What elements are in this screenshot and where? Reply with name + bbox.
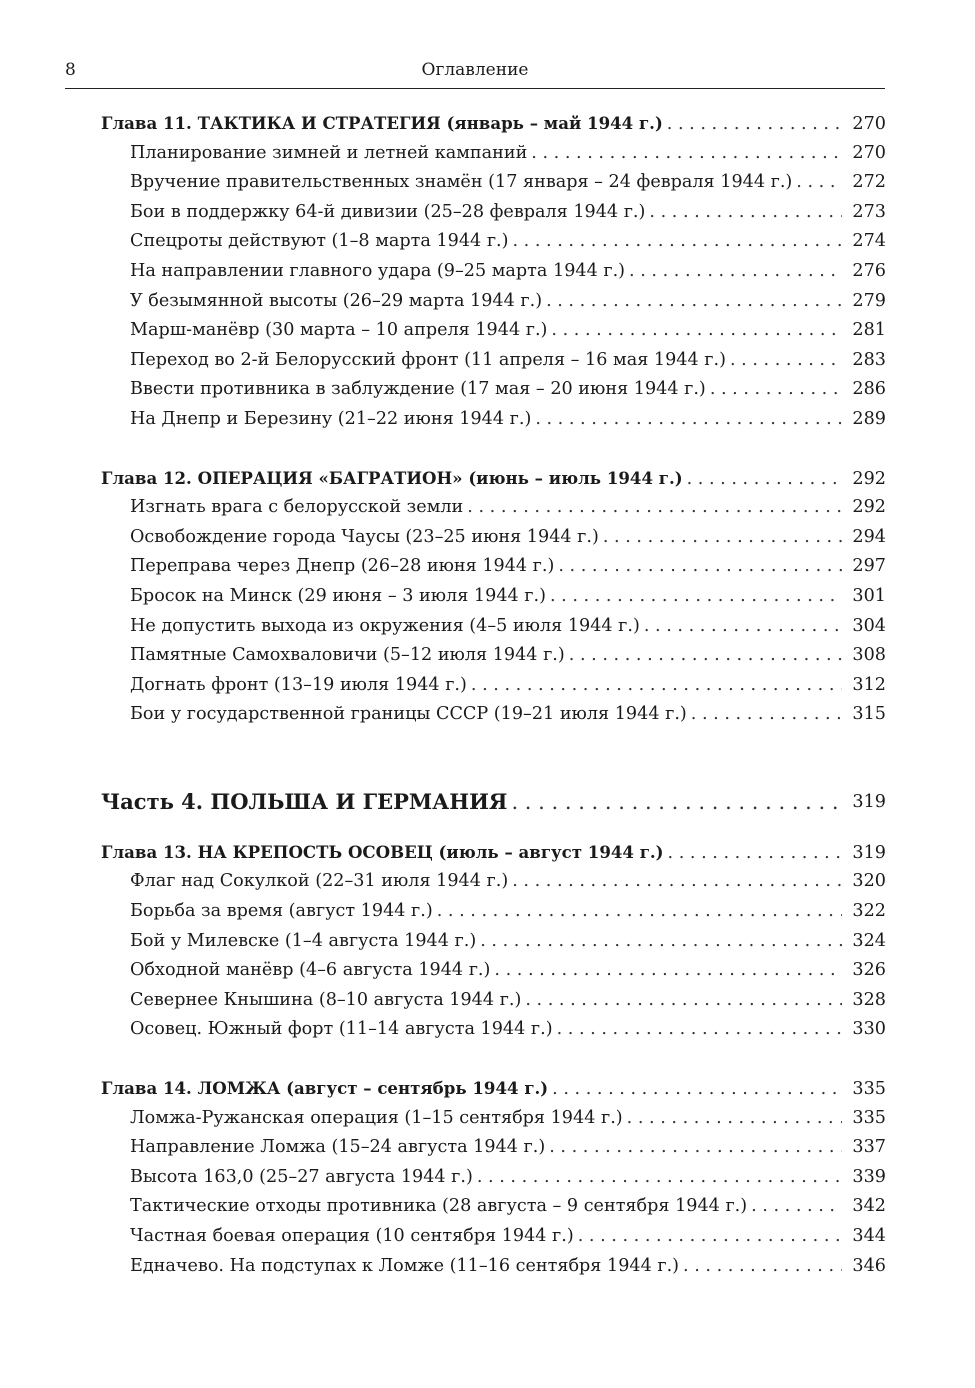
- toc-section[interactable]: [101, 871, 886, 901]
- dot-leader: [471, 675, 842, 695]
- dot-leader: [467, 497, 842, 517]
- toc-section[interactable]: [101, 1137, 886, 1167]
- page-ref: 273: [852, 201, 886, 222]
- page-ref: 276: [852, 260, 886, 281]
- dot-leader: [535, 409, 842, 429]
- toc-section[interactable]: [101, 556, 886, 586]
- toc-section[interactable]: [101, 931, 886, 961]
- toc-section[interactable]: [101, 990, 886, 1020]
- page-ref: 326: [852, 960, 886, 981]
- dot-leader: [644, 616, 842, 636]
- toc-chapter-12[interactable]: [101, 468, 886, 498]
- dot-leader: [691, 704, 842, 724]
- toc-chapter-14[interactable]: [101, 1078, 886, 1108]
- dot-leader: [546, 291, 842, 311]
- chapter-title: Глава 11. ТАКТИКА И СТРАТЕГИЯ (январь – май 1944 г.): [101, 113, 663, 133]
- dot-leader: [629, 261, 842, 281]
- toc-section[interactable]: [101, 704, 886, 734]
- page-ref: 330: [852, 1019, 886, 1040]
- toc-section[interactable]: [101, 172, 886, 202]
- toc-section[interactable]: [101, 1167, 886, 1197]
- page-ref: 319: [852, 842, 886, 863]
- dot-leader: [477, 1167, 842, 1187]
- page-ref: 322: [852, 901, 886, 922]
- section-title: Вручение правительственных знамён (17 января – 24 февраля 1944 г.): [130, 172, 793, 193]
- toc-section[interactable]: [101, 291, 886, 321]
- page-ref: 274: [852, 231, 886, 252]
- toc-section[interactable]: [101, 1108, 886, 1138]
- page-ref: 283: [852, 349, 886, 370]
- page-ref: 335: [852, 1079, 886, 1100]
- dot-leader: [751, 1196, 842, 1216]
- spacer: [101, 826, 886, 842]
- toc-section[interactable]: [101, 497, 886, 527]
- section-title: Бой у Милевске (1–4 августа 1944 г.): [130, 930, 477, 951]
- dot-leader: [649, 202, 842, 222]
- section-title: Догнать фронт (13–19 июля 1944 г.): [130, 674, 467, 695]
- toc-chapter-13[interactable]: [101, 842, 886, 872]
- toc-section[interactable]: [101, 320, 886, 350]
- page-ref: 328: [852, 989, 886, 1010]
- dot-leader: [687, 469, 842, 489]
- running-title: Оглавление: [421, 60, 529, 80]
- section-title: Частная боевая операция (10 сентября 1944 г.): [130, 1226, 574, 1246]
- dot-leader: [513, 231, 843, 251]
- section-title: Направление Ломжа (15–24 августа 1944 г.): [130, 1137, 546, 1158]
- page-ref: 315: [852, 704, 886, 725]
- section-title: Флаг над Сокулкой (22–31 июля 1944 г.): [130, 871, 509, 892]
- page-ref: 292: [852, 497, 886, 518]
- page-ref: 342: [852, 1196, 886, 1217]
- toc-section[interactable]: [101, 379, 886, 409]
- section-title: Бои в поддержку 64-й дивизии (25–28 февраля 1944 г.): [130, 201, 646, 222]
- chapter-title: Глава 13. НА КРЕПОСТЬ ОСОВЕЦ (июль – август 1944 г.): [101, 841, 664, 862]
- page-ref: 279: [852, 290, 886, 311]
- toc-section[interactable]: [101, 645, 886, 675]
- dot-leader: [550, 586, 842, 606]
- page-ref: 339: [852, 1166, 886, 1187]
- section-title: Спецроты действуют (1–8 марта 1944 г.): [130, 231, 509, 252]
- section-title: Высота 163,0 (25–27 августа 1944 г.): [130, 1166, 473, 1187]
- dot-leader: [569, 645, 842, 665]
- page-ref: 270: [852, 114, 886, 134]
- dot-leader: [710, 379, 842, 399]
- page-ref: 337: [852, 1137, 886, 1158]
- section-title: У безымянной высоты (26–29 марта 1944 г.): [130, 290, 543, 311]
- section-title: На направлении главного удара (9–25 марта 1944 г.): [130, 260, 626, 281]
- toc-section[interactable]: [101, 675, 886, 705]
- section-title: Памятные Самохваловичи (5–12 июля 1944 г.): [130, 645, 565, 666]
- section-title: Тактические отходы противника (28 августа – 9 сентября 1944 г.): [130, 1196, 748, 1217]
- page-ref: 304: [852, 615, 886, 636]
- section-title: Переход во 2-й Белорусский фронт (11 апреля – 16 мая 1944 г.): [130, 349, 726, 370]
- section-title: Марш-манёвр (30 марта – 10 апреля 1944 г.): [130, 320, 548, 341]
- toc-chapter-11[interactable]: [101, 113, 886, 143]
- section-title: Севернее Кнышина (8–10 августа 1944 г.): [130, 989, 522, 1010]
- toc-section[interactable]: [101, 350, 886, 380]
- toc-section[interactable]: [101, 960, 886, 990]
- dot-leader: [512, 871, 842, 891]
- section-title: Бросок на Минск (29 июня – 3 июля 1944 г.): [130, 585, 546, 606]
- toc-section[interactable]: [101, 409, 886, 439]
- dot-leader: [494, 960, 842, 980]
- page-ref: 297: [852, 556, 886, 577]
- page-ref: 312: [852, 674, 886, 695]
- page-ref: 281: [852, 320, 886, 341]
- toc-section[interactable]: [101, 143, 886, 173]
- dot-leader: [511, 790, 842, 814]
- dot-leader: [603, 527, 842, 547]
- toc-section[interactable]: [101, 616, 886, 646]
- spacer: [101, 439, 886, 468]
- dot-leader: [531, 143, 842, 163]
- spacer: [101, 734, 886, 778]
- dot-leader: [627, 1108, 842, 1128]
- toc-section[interactable]: [101, 901, 886, 931]
- table-of-contents: [101, 113, 886, 1285]
- part-title: Часть 4. ПОЛЬША И ГЕРМАНИЯ: [101, 789, 508, 815]
- section-title: Ввести противника в заблуждение (17 мая – 20 июня 1944 г.): [130, 379, 706, 400]
- section-title: На Днепр и Березину (21–22 июня 1944 г.): [130, 408, 532, 429]
- toc-section[interactable]: [101, 527, 886, 557]
- dot-leader: [525, 990, 842, 1010]
- toc-section[interactable]: [101, 1256, 886, 1286]
- section-title: Борьба за время (август 1944 г.): [130, 901, 433, 922]
- section-title: Переправа через Днепр (26–28 июня 1944 г.): [130, 556, 555, 577]
- dot-leader: [551, 320, 842, 340]
- page-ref: 294: [852, 526, 886, 547]
- toc-section[interactable]: [101, 202, 886, 232]
- page-number: 8: [65, 60, 76, 80]
- dot-leader: [437, 901, 842, 921]
- page-ref: 344: [852, 1226, 886, 1246]
- section-title: Едначево. На подступах к Ломже (11–16 сентября 1944 г.): [130, 1255, 680, 1276]
- dot-leader: [796, 172, 842, 192]
- chapter-title: Глава 14. ЛОМЖА (август – сентябрь 1944 г.): [101, 1078, 549, 1099]
- page-ref: 335: [852, 1107, 886, 1128]
- toc-section[interactable]: [101, 1196, 886, 1226]
- section-title: Изгнать врага с белорусской земли: [130, 497, 464, 518]
- toc-section[interactable]: [101, 261, 886, 291]
- dot-leader: [558, 556, 842, 576]
- dot-leader: [667, 114, 842, 134]
- section-title: Планирование зимней и летней кампаний: [130, 142, 528, 163]
- section-title: Обходной манёвр (4–6 августа 1944 г.): [130, 960, 491, 981]
- dot-leader: [578, 1226, 842, 1246]
- page-ref: 286: [852, 379, 886, 400]
- page-ref: 324: [852, 930, 886, 951]
- chapter-title: Глава 12. ОПЕРАЦИЯ «БАГРАТИОН» (июнь – июль 1944 г.): [101, 467, 683, 488]
- page-ref: 272: [852, 172, 886, 193]
- toc-part-4[interactable]: [101, 778, 886, 826]
- dot-leader: [480, 931, 842, 951]
- page-ref: 308: [852, 645, 886, 666]
- toc-section[interactable]: [101, 1019, 886, 1049]
- page-ref: 289: [852, 408, 886, 429]
- dot-leader: [683, 1256, 842, 1276]
- page-ref: 346: [852, 1255, 886, 1276]
- dot-leader: [549, 1137, 842, 1157]
- toc-section[interactable]: [101, 231, 886, 261]
- section-title: Ломжа-Ружанская операция (1–15 сентября 1944 г.): [130, 1107, 623, 1128]
- page-ref: 320: [852, 871, 886, 892]
- section-title: Бои у государственной границы СССР (19–21 июля 1944 г.): [130, 704, 687, 725]
- page-ref: 319: [852, 791, 886, 812]
- dot-leader: [668, 843, 842, 863]
- page-ref: 270: [852, 142, 886, 163]
- page-ref: 292: [852, 468, 886, 489]
- page-header: [65, 58, 885, 89]
- section-title: Не допустить выхода из окружения (4–5 июля 1944 г.): [130, 615, 640, 636]
- dot-leader: [730, 350, 842, 370]
- section-title: Освобождение города Чаусы (23–25 июня 1944 г.): [130, 526, 599, 547]
- toc-section[interactable]: [101, 586, 886, 616]
- dot-leader: [552, 1079, 842, 1099]
- page-ref: 301: [852, 585, 886, 606]
- toc-section[interactable]: [101, 1226, 886, 1256]
- dot-leader: [557, 1019, 842, 1039]
- spacer: [101, 1049, 886, 1078]
- section-title: Осовец. Южный форт (11–14 августа 1944 г.): [130, 1019, 553, 1040]
